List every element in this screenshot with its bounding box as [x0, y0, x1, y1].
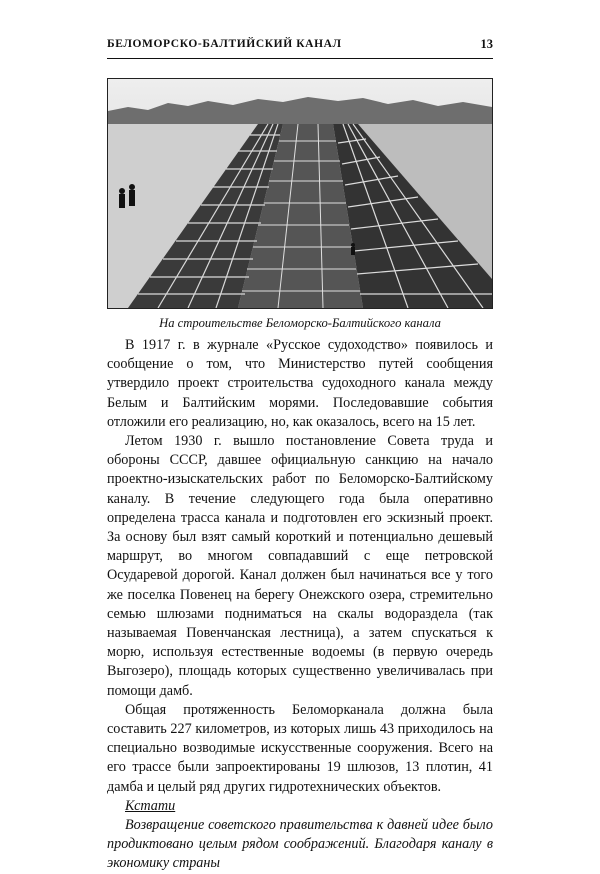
canal-construction-photo — [107, 78, 493, 309]
construction-photo-drawing — [108, 79, 492, 308]
photo-caption: На строительстве Беломорско-Балтийского канала — [159, 316, 441, 330]
paragraph-2: Летом 1930 г. вышло постановление Совета труда и обороны СССР, давшее официальную санкцию на начало проектно-изыскательских работ по Беломорско-Балтийскому каналу. В течение следующего года была оперативно определена трасса канала и подготовлен его эскизный проект. За основу был взят самый короткий и потенциально дешевый маршрут, во многом совпадавший с еще петровской Осударевой дорогой. Канал должен был начинаться все у того же поселка Повенец на берегу Онежского озера, стремительно семью шлюзами подниматься на скалы водораздела (так называемая Повенчанская лестница), а затем спускаться к морю, используя естественные водоемы (в первую очередь Выгозеро), площадь которых существенно увеличивалась при помощи дамб. — [107, 433, 493, 699]
article-body — [107, 336, 493, 874]
running-header — [107, 36, 493, 59]
running-header-title: БЕЛОМОРСКО-БАЛТИЙСКИЙ КАНАЛ — [107, 38, 342, 50]
sidebar-text: Возвращение советского правительства к давней идее было продиктовано целым рядом соображений. Благодаря каналу в экономику страны — [107, 817, 493, 872]
sidebar-label: Кстати — [125, 797, 176, 814]
paragraph-3: Общая протяженность Беломорканала должна была составить 227 километров, из которых лишь 43 приходилось на специально возводимые искусственные сооружения. Всего на его трассе были запроектированы 19 шлюзов, 13 плотин, 41 дамба и целый ряд других гидротехнических объектов. — [107, 701, 493, 795]
page-number: 13 — [480, 37, 493, 51]
paragraph-1: В 1917 г. в журнале «Русское судоходство» появилось и сообщение о том, что Министерство путей сообщения утвердило проект строительства судоходного канала между Белым и Балтийским морями. Последовавшие события отложили его реализацию, но, как оказалось, всего на 15 лет. — [107, 337, 493, 430]
